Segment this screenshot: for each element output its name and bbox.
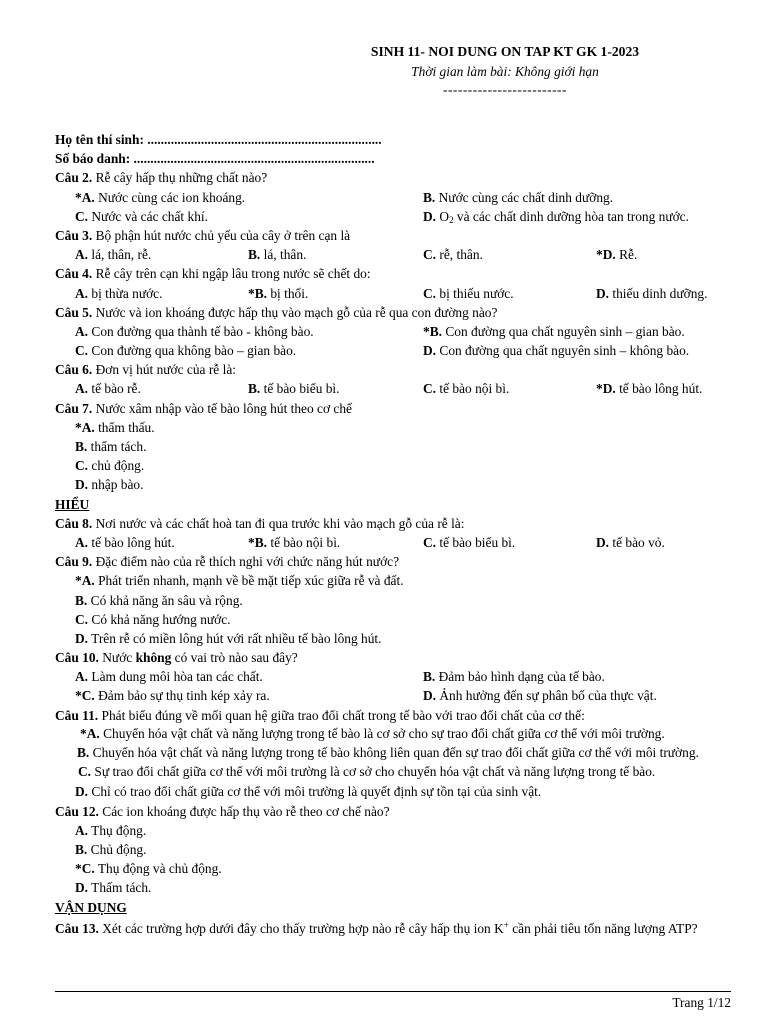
student-name-label: Họ tên thí sinh: [55,132,144,147]
footer-divider [55,991,731,992]
student-name-dots: ...................................................................... [147,132,382,147]
q4-option-b: *B. bị thối. [248,285,309,301]
q5-option-c: C. Con đường qua không bào – gian bào. [75,343,297,359]
document-title: SINH 11- NOI DUNG ON TAP KT GK 1-2023 [370,44,640,59]
question-5: Câu 5. Nước và ion khoáng được hấp thụ vào mạch gỗ của rễ qua con đường nào? [55,304,498,320]
q5-option-d: D. Con đường qua chất nguyên sinh – không bào. [423,343,690,359]
student-id-line [55,149,731,168]
q5-option-a: A. Con đường qua thành tế bào - không bào. [75,323,314,339]
question-4: Câu 4. Rễ cây trên cạn khi ngập lâu trong nước sẽ chết do: [55,266,371,282]
q9-option-b: B. Có khả năng ăn sâu và rộng. [75,592,243,608]
q9-option-d: D. Trên rễ có miền lông hút với rất nhiều tế bào lông hút. [75,630,382,646]
q9-option-c: C. Có khả năng hướng nước. [75,611,231,627]
q12-option-d: D. Thấm tách. [75,880,152,896]
q7-option-d: D. nhập bào. [75,477,144,493]
page-number: Trang 1/12 [672,995,731,1010]
student-id-dots: ........................................................................ [133,151,375,167]
q11-option-d: D. Chỉ có trao đổi chất giữa cơ thể với môi trường là quyết định sự tồn tại của sinh vật. [75,784,542,800]
q4-option-c: C. bị thiếu nước. [423,285,514,301]
q6-option-d: *D. tế bào lông hút. [596,381,703,397]
q3-option-a: A. lá, thân, rễ. [75,247,152,263]
q6-option-b: B. tế bào biểu bì. [248,381,340,397]
question-12: Câu 12. Các ion khoáng được hấp thụ vào rễ theo cơ chế nào? [55,803,390,819]
document-header [240,42,768,98]
q2-option-b: B. Nước cùng các chất dinh dưỡng. [423,189,614,205]
q11-option-c: C. Sự trao đổi chất giữa cơ thể với môi trường là cơ sở cho chuyển hóa vật chất và năng lượng trong tế bào. [78,764,656,780]
q8-option-a: A. tế bào lông hút. [75,534,175,550]
q3-option-b: B. lá, thân. [248,247,307,263]
q4-option-d: D. thiếu dinh dưỡng. [596,285,708,301]
q10-option-c: *C. Đảm bảo sự thụ tinh kép xảy ra. [75,688,270,704]
q5-options-cd [55,341,731,360]
q12-option-a: A. Thụ động. [75,822,147,838]
q2-option-d: D. $O_2$ và các chất dinh dưỡng hòa tan trong nước. [423,208,689,225]
q6-options [55,379,731,398]
q8-options [55,533,731,552]
q3-options [55,245,731,264]
question-10: Câu 10. Nước không có vai trò nào sau đây? [55,650,298,666]
question-8: Câu 8. Nơi nước và các chất hoà tan đi qua trước khi vào mạch gỗ của rễ là: [55,515,465,531]
q5-options-ab [55,322,731,341]
q2-option-a: *A. Nước cùng các ion khoáng. [75,189,246,205]
q6-option-a: A. tế bào rễ. [75,381,141,397]
question-9: Câu 9. Đặc điểm nào của rễ thích nghi với chức năng hút nước? [55,554,400,570]
section-heading-hieu: HIỂU [55,496,90,512]
q10-option-b: B. Đảm bảo hình dạng của tế bào. [423,669,605,685]
student-id-label: Số báo danh: [55,151,131,167]
q3-option-d: *D. Rễ. [596,247,638,263]
q5-option-b: *B. Con đường qua chất nguyên sinh – gian bào. [423,323,685,339]
q10-options-ab [55,667,731,686]
q7-option-b: B. thẩm tách. [75,439,147,454]
q10-option-d: D. Ảnh hưởng đến sự phân bố của thực vật. [423,688,657,704]
question-2: Câu 2. Rễ cây hấp thụ những chất nào? [55,170,268,186]
q12-option-c: *C. Thụ động và chủ động. [75,861,222,877]
section-heading-van-dung: VẬN DỤNG [55,899,127,915]
question-6: Câu 6. Đơn vị hút nước của rễ là: [55,362,236,378]
q7-option-a: *A. thẩm thấu. [75,419,155,435]
q8-option-b: *B. tế bào nội bì. [248,534,341,550]
q11-option-b: B. Chuyển hóa vật chất và năng lượng trong tế bào không liên quan đến sự trao đổi chất giữa cơ thể với môi trường. [77,745,699,761]
q7-option-c: C. chủ động. [75,458,145,474]
q11-option-a: *A. Chuyển hóa vật chất và năng lượng trong tế bào là cơ sở cho sự trao đổi chất giữa cơ thể với môi trường. [80,725,665,741]
q8-option-d: D. tế bào vỏ. [596,534,665,550]
header-divider: ------------------------- [443,82,567,97]
student-name-line [55,130,731,149]
q10-options-cd [55,686,731,705]
q4-options [55,284,731,303]
time-limit: Thời gian làm bài: Không giới hạn [411,64,599,79]
question-11: Câu 11. Phát biểu đúng về mối quan hệ giữa trao đổi chất trong tế bào với trao đổi chất của cơ thế: [55,707,585,723]
question-13: Câu 13. Xét các trường hợp dưới đây cho thấy trường hợp nào rễ cây hấp thụ ion K+ cần phải tiêu tốn năng lượng ATP? [55,919,698,936]
q4-option-a: A. bị thừa nước. [75,285,163,301]
q2-option-c: C. Nước và các chất khí. [75,208,208,224]
q12-option-b: B. Chủ động. [75,841,147,857]
q9-option-a: *A. Phát triển nhanh, mạnh về bề mặt tiếp xúc giữa rễ và đất. [75,573,404,589]
q8-option-c: C. tế bào biểu bì. [423,534,516,550]
question-7: Câu 7. Nước xâm nhập vào tế bào lông hút theo cơ chế [55,400,353,416]
q2-options-cd [55,207,731,226]
q3-option-c: C. rễ, thân. [423,247,483,263]
q10-option-a: A. Làm dung môi hòa tan các chất. [75,669,263,685]
q2-options-ab [55,188,731,207]
exam-content [55,130,731,937]
question-3: Câu 3. Bộ phận hút nước chủ yếu của cây ở trên cạn là [55,227,351,243]
q6-option-c: C. tế bào nội bì. [423,381,510,397]
